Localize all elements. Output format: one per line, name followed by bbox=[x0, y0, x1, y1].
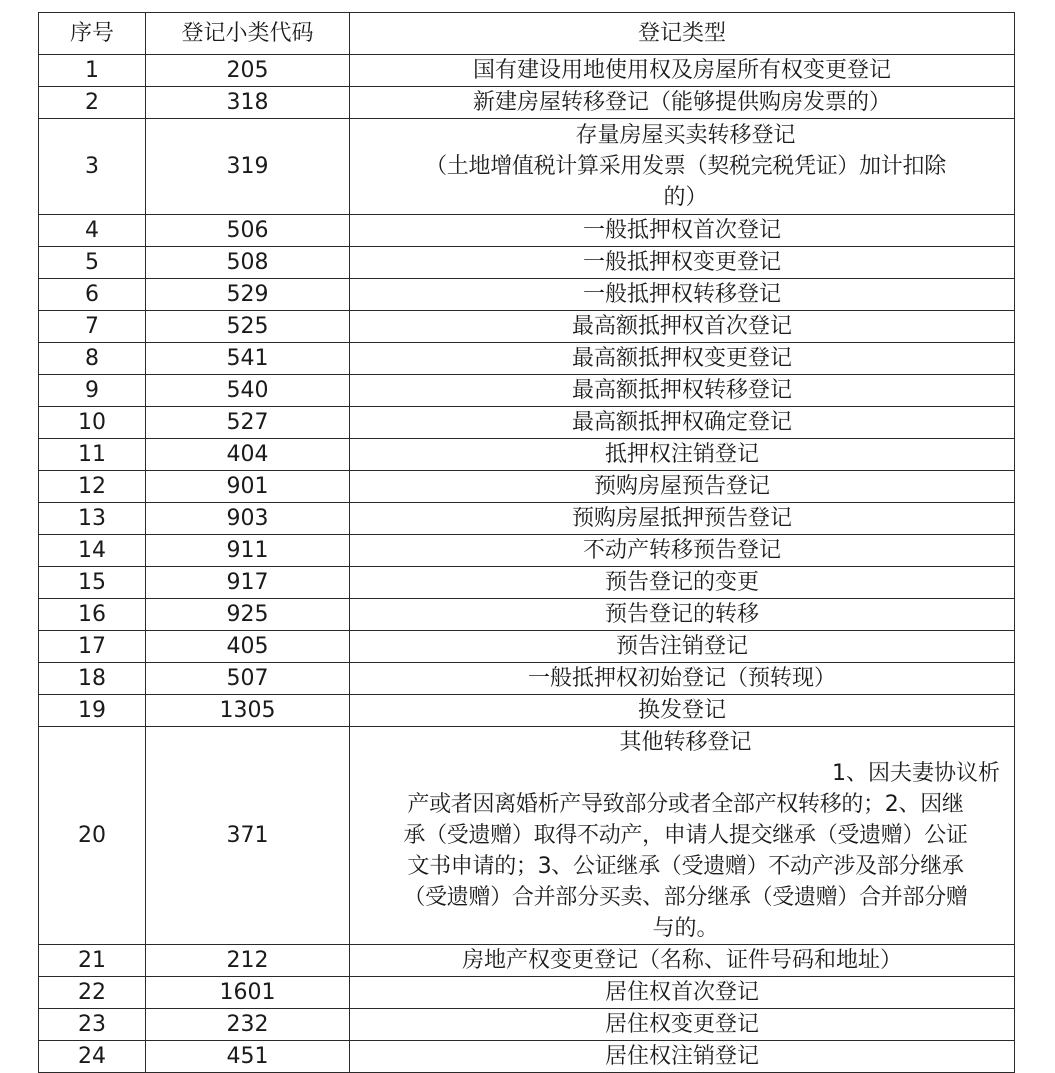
type-line: （土地增值税计算采用发票（契税完税凭证）加计扣除 bbox=[425, 154, 946, 179]
cell-subcategory-code: 506 bbox=[146, 215, 350, 247]
cell-registration-type: 一般抵押权首次登记 bbox=[350, 215, 1015, 247]
table-row bbox=[39, 311, 1015, 343]
table-row bbox=[39, 631, 1015, 663]
cell-serial-number: 21 bbox=[39, 945, 146, 977]
table-row bbox=[39, 375, 1015, 407]
table-row bbox=[39, 87, 1015, 119]
cell-subcategory-code: 508 bbox=[146, 247, 350, 279]
cell-registration-type: 一般抵押权变更登记 bbox=[350, 247, 1015, 279]
cell-registration-type: 预购房屋预告登记 bbox=[350, 471, 1015, 503]
cell-serial-number: 5 bbox=[39, 247, 146, 279]
table-row bbox=[39, 407, 1015, 439]
header-subcategory-code: 登记小类代码 bbox=[146, 13, 350, 55]
type-line: 1、因夫妻协议析 bbox=[832, 761, 1000, 786]
cell-registration-type: 抵押权注销登记 bbox=[350, 439, 1015, 471]
type-line: 存量房屋买卖转移登记 bbox=[575, 123, 796, 148]
table-row bbox=[39, 945, 1015, 977]
table-row bbox=[39, 119, 1015, 215]
table-row bbox=[39, 215, 1015, 247]
cell-subcategory-code: 527 bbox=[146, 407, 350, 439]
cell-serial-number: 16 bbox=[39, 599, 146, 631]
cell-registration-type bbox=[350, 119, 1015, 215]
cell-subcategory-code: 903 bbox=[146, 503, 350, 535]
cell-registration-type: 最高额抵押权首次登记 bbox=[350, 311, 1015, 343]
cell-registration-type: 换发登记 bbox=[350, 695, 1015, 727]
table-row bbox=[39, 663, 1015, 695]
table-row bbox=[39, 977, 1015, 1009]
cell-serial-number: 7 bbox=[39, 311, 146, 343]
table-row bbox=[39, 343, 1015, 375]
cell-registration-type: 新建房屋转移登记（能够提供购房发票的） bbox=[350, 87, 1015, 119]
cell-registration-type: 最高额抵押权变更登记 bbox=[350, 343, 1015, 375]
cell-serial-number: 8 bbox=[39, 343, 146, 375]
cell-serial-number: 23 bbox=[39, 1009, 146, 1041]
cell-serial-number: 9 bbox=[39, 375, 146, 407]
table-header-row bbox=[39, 13, 1015, 55]
cell-serial-number: 12 bbox=[39, 471, 146, 503]
cell-subcategory-code: 319 bbox=[146, 119, 350, 215]
table-row bbox=[39, 695, 1015, 727]
registration-type-table-sheet bbox=[38, 12, 1014, 1073]
cell-serial-number: 4 bbox=[39, 215, 146, 247]
cell-serial-number: 2 bbox=[39, 87, 146, 119]
cell-subcategory-code: 451 bbox=[146, 1041, 350, 1073]
table-row bbox=[39, 279, 1015, 311]
type-line: 承（受遗赠）取得不动产，申请人提交继承（受遗赠）公证 bbox=[403, 823, 968, 848]
cell-serial-number: 6 bbox=[39, 279, 146, 311]
cell-subcategory-code: 1305 bbox=[146, 695, 350, 727]
table-row bbox=[39, 55, 1015, 87]
cell-subcategory-code: 507 bbox=[146, 663, 350, 695]
type-line: （受遗赠）合并部分买卖、部分继承（受遗赠）合并部分赠 bbox=[403, 885, 968, 910]
cell-serial-number: 1 bbox=[39, 55, 146, 87]
cell-registration-type: 最高额抵押权确定登记 bbox=[350, 407, 1015, 439]
cell-serial-number: 17 bbox=[39, 631, 146, 663]
cell-registration-type: 居住权变更登记 bbox=[350, 1009, 1015, 1041]
cell-subcategory-code: 318 bbox=[146, 87, 350, 119]
cell-registration-type bbox=[350, 727, 1015, 945]
cell-subcategory-code: 525 bbox=[146, 311, 350, 343]
type-line: 文书申请的；3、公证继承（受遗赠）不动产涉及部分继承 bbox=[407, 854, 964, 879]
cell-serial-number: 3 bbox=[39, 119, 146, 215]
cell-subcategory-code: 540 bbox=[146, 375, 350, 407]
cell-subcategory-code: 541 bbox=[146, 343, 350, 375]
table-row bbox=[39, 727, 1015, 945]
cell-subcategory-code: 205 bbox=[146, 55, 350, 87]
cell-registration-type: 居住权注销登记 bbox=[350, 1041, 1015, 1073]
type-line: 与的。 bbox=[652, 916, 719, 941]
cell-serial-number: 22 bbox=[39, 977, 146, 1009]
cell-registration-type: 国有建设用地使用权及房屋所有权变更登记 bbox=[350, 55, 1015, 87]
cell-registration-type: 预购房屋抵押预告登记 bbox=[350, 503, 1015, 535]
table-row bbox=[39, 567, 1015, 599]
cell-subcategory-code: 911 bbox=[146, 535, 350, 567]
cell-serial-number: 15 bbox=[39, 567, 146, 599]
table-row bbox=[39, 439, 1015, 471]
table-row bbox=[39, 1009, 1015, 1041]
cell-registration-type: 不动产转移预告登记 bbox=[350, 535, 1015, 567]
table-row bbox=[39, 1041, 1015, 1073]
cell-serial-number: 19 bbox=[39, 695, 146, 727]
cell-registration-type: 最高额抵押权转移登记 bbox=[350, 375, 1015, 407]
cell-registration-type: 预告登记的变更 bbox=[350, 567, 1015, 599]
cell-registration-type: 预告注销登记 bbox=[350, 631, 1015, 663]
type-line: 的） bbox=[663, 185, 708, 210]
cell-registration-type: 居住权首次登记 bbox=[350, 977, 1015, 1009]
cell-serial-number: 18 bbox=[39, 663, 146, 695]
header-registration-type: 登记类型 bbox=[350, 13, 1015, 55]
cell-subcategory-code: 371 bbox=[146, 727, 350, 945]
cell-subcategory-code: 925 bbox=[146, 599, 350, 631]
cell-registration-type: 一般抵押权初始登记（预转现） bbox=[350, 663, 1015, 695]
cell-serial-number: 13 bbox=[39, 503, 146, 535]
registration-type-table bbox=[38, 12, 1015, 1073]
cell-subcategory-code: 405 bbox=[146, 631, 350, 663]
table-row bbox=[39, 599, 1015, 631]
cell-registration-type: 房地产权变更登记（名称、证件号码和地址） bbox=[350, 945, 1015, 977]
table-row bbox=[39, 503, 1015, 535]
cell-subcategory-code: 404 bbox=[146, 439, 350, 471]
cell-serial-number: 14 bbox=[39, 535, 146, 567]
cell-registration-type: 预告登记的转移 bbox=[350, 599, 1015, 631]
cell-registration-type: 一般抵押权转移登记 bbox=[350, 279, 1015, 311]
cell-subcategory-code: 232 bbox=[146, 1009, 350, 1041]
cell-subcategory-code: 1601 bbox=[146, 977, 350, 1009]
cell-subcategory-code: 917 bbox=[146, 567, 350, 599]
table-row bbox=[39, 247, 1015, 279]
cell-serial-number: 24 bbox=[39, 1041, 146, 1073]
cell-subcategory-code: 901 bbox=[146, 471, 350, 503]
table-row bbox=[39, 471, 1015, 503]
cell-serial-number: 11 bbox=[39, 439, 146, 471]
header-serial-number: 序号 bbox=[39, 13, 146, 55]
cell-serial-number: 20 bbox=[39, 727, 146, 945]
cell-serial-number: 10 bbox=[39, 407, 146, 439]
table-row bbox=[39, 535, 1015, 567]
cell-subcategory-code: 212 bbox=[146, 945, 350, 977]
type-line: 其他转移登记 bbox=[619, 730, 752, 755]
type-line: 产或者因离婚析产导致部分或者全部产权转移的；2、因继 bbox=[407, 792, 964, 817]
cell-subcategory-code: 529 bbox=[146, 279, 350, 311]
